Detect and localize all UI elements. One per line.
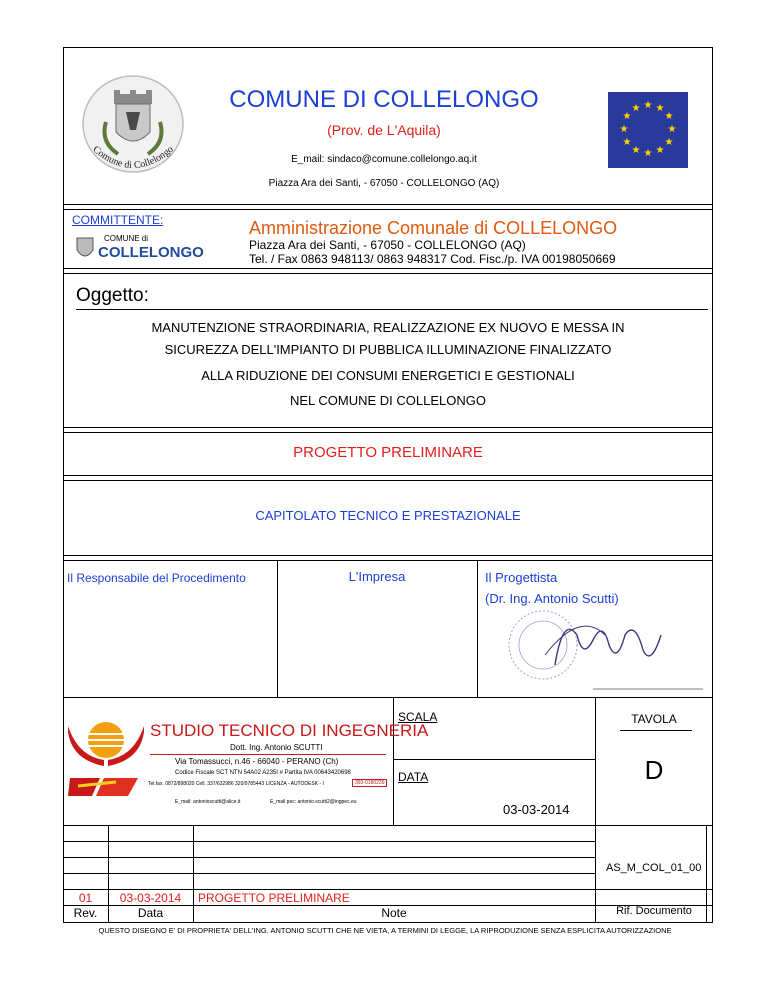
divider — [393, 697, 394, 825]
divider — [63, 841, 595, 842]
studio-fiscal: Codice Fiscale SCT NTN 54A02 A235I # Partita IVA 00643420698 — [175, 770, 351, 776]
studio-address: Via Tomassucci, n.46 - 66040 - PERANO (Ch) — [175, 757, 339, 766]
responsabile-label: Il Responsabile del Procedimento — [67, 571, 246, 585]
revision-date: 03-03-2014 — [119, 891, 182, 905]
divider — [63, 432, 713, 433]
committente-phone: Tel. / Fax 0863 948113/ 0863 948317 Cod. Fisc./p. IVA 00198050669 — [249, 252, 616, 266]
studio-pec: E_mail pec: antonio.scutti2@ingpec.eu — [270, 799, 357, 805]
tavola-value: D — [644, 755, 664, 785]
divider — [63, 889, 713, 890]
committente-address: Piazza Ara dei Santi, - 67050 - COLLELONGO (AQ) — [249, 238, 526, 252]
municipality-title: COMUNE DI COLLELONGO — [229, 86, 539, 113]
tavola-underline — [620, 730, 692, 731]
divider — [63, 273, 713, 274]
divider — [393, 759, 595, 760]
svg-text:★: ★ — [664, 111, 674, 122]
divider — [63, 873, 595, 874]
svg-text:★: ★ — [643, 148, 653, 159]
oggetto-line-4: NEL COMUNE DI COLLELONGO — [289, 393, 486, 408]
revision-note: PROGETTO PRELIMINARE — [198, 891, 350, 905]
header-ref: Rif. Documento — [616, 905, 692, 917]
divider — [63, 697, 713, 698]
tavola-label: TAVOLA — [631, 712, 677, 726]
progettista-name: (Dr. Ing. Antonio Scutti) — [485, 591, 619, 606]
footer-disclaimer: QUESTO DISEGNO E' DI PROPRIETA' DELL'ING. ANTONIO SCUTTI CHE NE VIETA, A TERMINI DI LEGGE, LA RIPRODUZIONE SENZA ESPLICITA AUTORIZZAZIONE — [98, 926, 672, 935]
eu-flag — [608, 92, 688, 168]
svg-text:★: ★ — [631, 103, 641, 114]
svg-text:★: ★ — [655, 145, 665, 156]
document-code: AS_M_COL_01_00 — [606, 862, 702, 874]
oggetto-line-3: ALLA RIDUZIONE DEI CONSUMI ENERGETICI E GESTIONALI — [201, 368, 575, 383]
svg-text:★: ★ — [631, 145, 641, 156]
header-address: Piazza Ara dei Santi, - 67050 - COLLELONGO (AQ) — [268, 178, 500, 189]
header-data: Data — [137, 906, 164, 920]
divider — [63, 555, 713, 556]
seal-text: Comune di Collelongo — [90, 143, 176, 172]
impresa-label: L'Impresa — [348, 569, 406, 584]
svg-text:★: ★ — [619, 124, 629, 135]
studio-phones: Tel.fax. 0872/898020 Cell. 337/632986 320/9785443 LICENZA - AUTODESK - I — [148, 781, 324, 787]
province-text: (Prov. de L'Aquila) — [327, 122, 441, 138]
oggetto-line-1: MANUTENZIONE STRAORDINARIA, REALIZZAZIONE EX NUOVO E MESSA IN — [151, 320, 625, 335]
oggetto-line-2: SICUREZZA DELL'IMPIANTO DI PUBBLICA ILLUMINAZIONE FINALIZZATO — [164, 342, 612, 357]
committente-name: Amministrazione Comunale di COLLELONGO — [249, 218, 618, 238]
committente-logo — [74, 234, 224, 264]
divider — [63, 480, 713, 481]
studio-name: STUDIO TECNICO DI INGEGNERIA — [150, 721, 429, 740]
divider — [477, 560, 478, 697]
signature-stamp — [485, 605, 705, 693]
data-label: DATA — [398, 770, 429, 784]
studio-email: E_mail: antonioscutti@alice.it — [175, 799, 241, 805]
project-type: PROGETTO PRELIMINARE — [293, 444, 483, 461]
divider — [63, 268, 713, 269]
svg-text:★: ★ — [667, 124, 677, 135]
svg-text:★: ★ — [664, 137, 674, 148]
studio-rule — [150, 754, 386, 755]
header-rev: Rev. — [73, 906, 98, 920]
progettista-label: Il Progettista — [485, 570, 558, 585]
divider — [63, 209, 713, 210]
municipal-seal — [78, 72, 188, 187]
studio-engineer: Dott. Ing. Antonio SCUTTI — [230, 743, 323, 752]
oggetto-label: Oggetto: — [76, 285, 149, 306]
logo-small-text: COMUNE di — [104, 234, 149, 243]
committente-label: COMMITTENTE: — [72, 213, 164, 227]
divider — [63, 475, 713, 476]
data-value: 03-03-2014 — [503, 802, 570, 817]
svg-text:★: ★ — [622, 111, 632, 122]
oggetto-underline — [76, 309, 708, 310]
revision-number: 01 — [78, 891, 93, 905]
svg-text:★: ★ — [655, 103, 665, 114]
header-note: Note — [381, 906, 407, 920]
studio-logo — [66, 716, 146, 806]
logo-big-text: COLLELONGO — [98, 244, 204, 261]
header-email: E_mail: sindaco@comune.collelongo.aq.it — [291, 154, 477, 165]
document-title: CAPITOLATO TECNICO E PRESTAZIONALE — [255, 508, 521, 523]
divider — [63, 825, 713, 826]
divider — [63, 857, 595, 858]
studio-licence: 393-0180239 — [352, 779, 387, 787]
scala-label: SCALA — [398, 710, 438, 724]
svg-text:★: ★ — [643, 100, 653, 111]
divider — [63, 427, 713, 428]
divider — [63, 204, 713, 205]
divider — [63, 560, 713, 561]
svg-text:★: ★ — [622, 137, 632, 148]
